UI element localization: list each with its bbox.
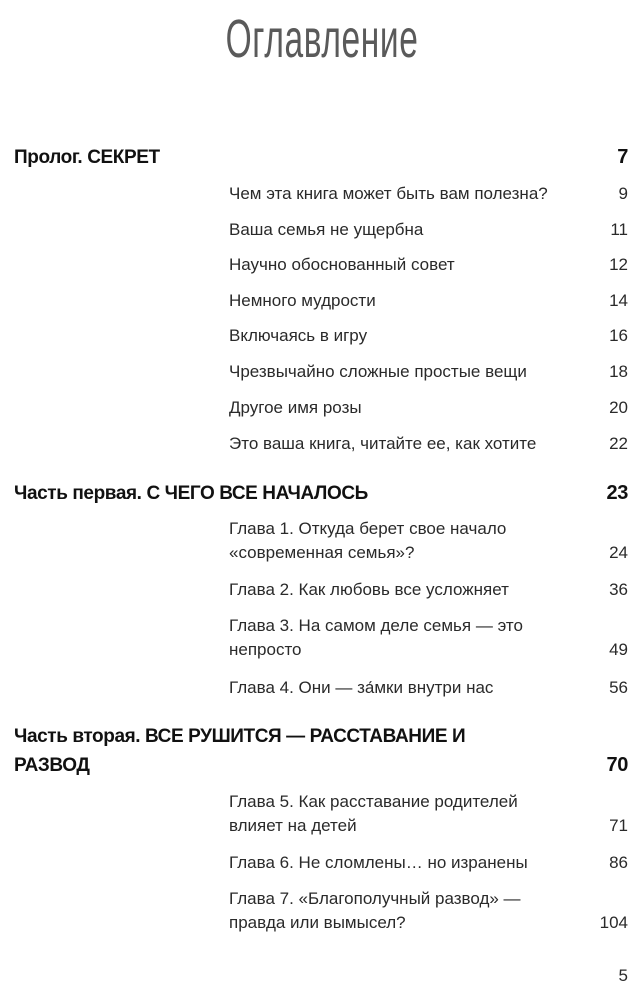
toc-entry-label: Глава 7. «Благополучный развод» — правда или вымысел?	[229, 889, 521, 932]
toc-entry-label: Другое имя розы	[229, 398, 362, 417]
toc-entry-page: 12	[609, 255, 628, 274]
toc-entry-page: 24	[609, 543, 628, 562]
toc-section-page: 23	[606, 482, 628, 504]
toc-section-page: 7	[617, 146, 628, 168]
toc-section-label: Часть вторая. ВСЕ РУШИТСЯ — РАССТАВАНИЕ И РАЗВОД	[14, 726, 466, 776]
toc-entry-page: 86	[609, 853, 628, 872]
page-title: Оглавление	[225, 9, 419, 69]
page-number: 5	[618, 966, 628, 985]
toc-section-prologue[interactable]	[14, 143, 628, 172]
toc-entry-page: 104	[599, 913, 628, 932]
toc-entry-page: 16	[609, 326, 628, 345]
toc-entry[interactable]	[229, 360, 628, 384]
toc-entry-page: 9	[618, 184, 628, 203]
toc-entry[interactable]	[229, 790, 628, 838]
toc-entry-label: Глава 1. Откуда берет свое начало «современная семья»?	[229, 519, 507, 562]
toc-entry[interactable]	[229, 218, 628, 242]
toc-entry-page: 11	[610, 220, 628, 239]
toc-entry-label: Глава 5. Как расставание родителей влияет на детей	[229, 792, 518, 835]
toc-entry-page: 22	[609, 434, 628, 453]
toc-entry-label: Глава 2. Как любовь все усложняет	[229, 580, 509, 599]
toc-entry[interactable]	[229, 578, 628, 602]
toc-entry[interactable]	[229, 324, 628, 348]
toc-entry[interactable]	[229, 396, 628, 420]
toc-entry-page: 49	[609, 640, 628, 659]
toc-section-page: 70	[606, 754, 628, 776]
toc-entry-page: 71	[609, 816, 628, 835]
toc-entry[interactable]	[229, 517, 628, 565]
toc-entry[interactable]	[229, 614, 628, 662]
toc-entry-page: 14	[609, 291, 628, 310]
toc-entry-label: Глава 3. На самом деле семья — это непросто	[229, 616, 523, 659]
toc-entry[interactable]	[229, 432, 628, 456]
toc-entry-label: Научно обоснованный совет	[229, 255, 455, 274]
toc-entry-label: Чрезвычайно сложные простые вещи	[229, 362, 527, 381]
toc-entry-page: 36	[609, 580, 628, 599]
toc-entry-label: Это ваша книга, читайте ее, как хотите	[229, 434, 537, 453]
toc-entry[interactable]	[229, 887, 628, 935]
toc-entry-label: Ваша семья не ущербна	[229, 220, 424, 239]
toc-entry-label: Включаясь в игру	[229, 326, 368, 345]
toc-section-part-two[interactable]	[14, 722, 628, 780]
toc-entry-page: 56	[609, 678, 628, 697]
toc-entry-page: 18	[609, 362, 628, 381]
toc-entry[interactable]	[229, 676, 628, 700]
toc-entry-label: Немного мудрости	[229, 291, 376, 310]
toc-entry[interactable]	[229, 289, 628, 313]
toc-entry-label: Глава 6. Не сломлены… но изранены	[229, 853, 528, 872]
toc-entry-label: Чем эта книга может быть вам полезна?	[229, 184, 548, 203]
toc-entry-page: 20	[609, 398, 628, 417]
toc-entry[interactable]	[229, 253, 628, 277]
toc-entry[interactable]	[229, 182, 628, 206]
toc-section-part-one[interactable]	[14, 479, 628, 508]
toc-section-label: Часть первая. С ЧЕГО ВСЕ НАЧАЛОСЬ	[14, 483, 368, 504]
toc-section-label: Пролог. СЕКРЕТ	[14, 147, 160, 168]
toc-entry[interactable]	[229, 851, 628, 875]
toc-entry-label: Глава 4. Они — за́мки внутри нас	[229, 678, 494, 697]
